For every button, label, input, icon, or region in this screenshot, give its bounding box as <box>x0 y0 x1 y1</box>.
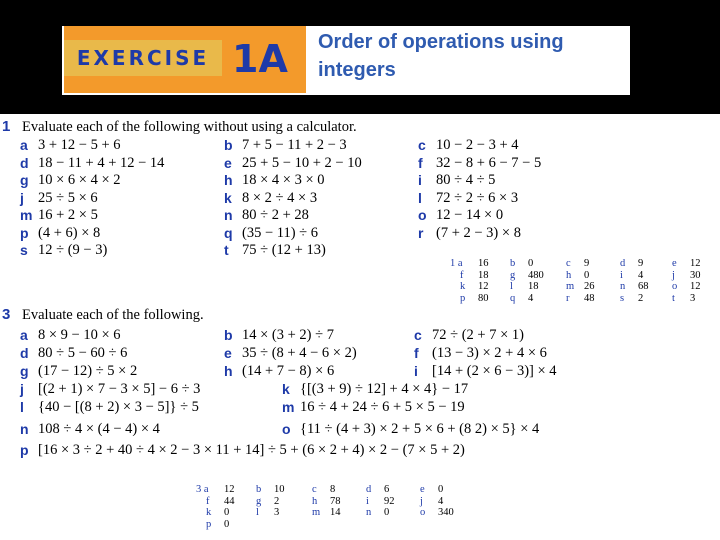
answer-value: 12 <box>224 484 235 495</box>
q3-item-letter: a <box>20 327 28 343</box>
q1-item-letter: o <box>418 207 427 223</box>
q3-item-expression: (13 − 3) × 2 + 4 × 6 <box>432 345 547 361</box>
q3-item-expression: {40 − [(8 + 2) × 3 − 5]} ÷ 5 <box>38 399 199 415</box>
answer-value: 4 <box>438 495 444 507</box>
q1-item-expression: (7 + 2 − 3) × 8 <box>436 224 521 241</box>
q3-item-expression: 14 × (3 + 2) ÷ 7 <box>242 327 334 343</box>
q3-item-letter: k <box>282 381 290 397</box>
answer-value: 2 <box>638 292 644 304</box>
exercise-word: EXERCISE <box>64 40 222 76</box>
answer-letter: k <box>206 507 212 518</box>
answer-value: 80 <box>478 292 489 304</box>
q3-item-letter: h <box>224 363 233 379</box>
exercise-title <box>318 28 628 84</box>
q1-item-letter: m <box>20 207 33 223</box>
q1-item-expression: 32 − 8 + 6 − 7 − 5 <box>436 154 542 171</box>
answer-letter: i <box>366 495 369 507</box>
answer-value: 0 <box>438 484 444 495</box>
q1-item-letter: a <box>20 137 28 153</box>
answer-value: 3 <box>274 507 280 518</box>
q1-item-letter: r <box>418 224 424 241</box>
q1-item-expression: 12 ÷ (9 − 3) <box>38 242 108 258</box>
q1-item-expression: (4 + 6) × 8 <box>38 224 101 241</box>
q3-item-letter: j <box>20 381 24 397</box>
q3-item-expression: 108 ÷ 4 × (4 − 4) × 4 <box>38 421 160 437</box>
q1-item-expression: 80 ÷ 2 + 28 <box>242 207 309 223</box>
answer-letter: f <box>460 269 464 281</box>
q3-item-expression: (14 + 7 − 8) × 6 <box>242 363 335 379</box>
answer-value: 480 <box>528 269 544 281</box>
answer-letter: l <box>510 281 513 292</box>
q1-item-letter: f <box>418 154 423 171</box>
answer-value: 0 <box>528 258 534 269</box>
answer-letter: 1 a <box>450 258 463 269</box>
exercise-label-box <box>64 26 306 93</box>
answer-letter: n <box>366 507 372 518</box>
answer-value: 9 <box>584 258 590 269</box>
q1-item-expression: 16 + 2 × 5 <box>38 207 98 223</box>
q3-item-expression: [16 × 3 ÷ 2 + 40 ÷ 4 × 2 − 3 × 11 + 14] ÷ 5 + (6 × 2 + 4) × 2 − (7 × 5 + 2) <box>38 442 465 458</box>
q1-item-letter: t <box>224 242 229 258</box>
answer-letter: m <box>312 507 321 518</box>
answer-value: 26 <box>584 281 595 292</box>
answer-value: 0 <box>584 269 590 281</box>
answer-letter: s <box>620 292 625 304</box>
answer-value: 18 <box>528 281 539 292</box>
q1-item-letter: l <box>418 189 422 206</box>
q1-item-letter: s <box>20 242 28 258</box>
q1-item-letter: b <box>224 137 233 153</box>
q1-item-expression: 7 + 5 − 11 + 2 − 3 <box>242 137 347 153</box>
answer-letter: e <box>672 258 677 269</box>
answer-value: 0 <box>384 507 390 518</box>
answer-value: 0 <box>224 518 230 530</box>
q1-item-letter: k <box>224 189 232 206</box>
answer-value: 12 <box>478 281 489 292</box>
q1-item-expression: 8 × 2 ÷ 4 × 3 <box>242 189 318 206</box>
q3-item-letter: f <box>414 345 419 361</box>
question-1-instruction: Evaluate each of the following without using a calculator. <box>22 119 357 135</box>
q3-item-letter: c <box>414 327 422 343</box>
answer-letter: q <box>510 292 516 304</box>
answer-value: 0 <box>224 507 230 518</box>
answer-letter: j <box>420 495 423 507</box>
q3-item-expression: [(2 + 1) × 7 − 3 × 5] − 6 ÷ 3 <box>38 381 201 397</box>
answer-value: 12 <box>690 258 701 269</box>
answer-letter: g <box>510 269 516 281</box>
q3-item-letter: p <box>20 442 29 458</box>
answer-letter: 3 a <box>196 484 209 495</box>
q1-item-expression: 72 ÷ 2 ÷ 6 × 3 <box>436 189 519 206</box>
q1-item-expression: 12 − 14 × 0 <box>436 207 504 223</box>
answer-value: 92 <box>384 495 395 507</box>
answer-value: 18 <box>478 269 489 281</box>
q1-item-expression: 18 × 4 × 3 × 0 <box>242 172 325 188</box>
q3-item-expression: [14 + (2 × 6 − 3)] × 4 <box>432 363 557 379</box>
answer-value: 4 <box>528 292 534 304</box>
q3-item-letter: m <box>282 399 295 415</box>
answer-letter: o <box>672 281 678 292</box>
answer-value: 16 <box>478 258 489 269</box>
q1-item-letter: c <box>418 137 426 153</box>
answer-value: 8 <box>330 484 336 495</box>
q3-item-letter: i <box>414 363 418 379</box>
q1-item-letter: e <box>224 154 232 171</box>
q1-item-letter: g <box>20 172 29 188</box>
answer-letter: h <box>312 495 318 507</box>
answer-letter: d <box>620 258 626 269</box>
answer-value: 12 <box>690 281 701 292</box>
q3-item-letter: o <box>282 421 291 437</box>
answer-letter: p <box>460 292 466 304</box>
answer-letter: k <box>460 281 466 292</box>
q3-item-expression: 35 ÷ (8 + 4 − 6 × 2) <box>242 345 357 361</box>
answer-value: 44 <box>224 495 235 507</box>
answer-value: 14 <box>330 507 341 518</box>
answer-letter: m <box>566 281 575 292</box>
q1-item-expression: 25 + 5 − 10 + 2 − 10 <box>242 154 362 171</box>
answer-letter: j <box>672 269 675 281</box>
exercise-title-line2: integers <box>318 59 396 81</box>
q3-item-letter: l <box>20 399 24 415</box>
answer-value: 2 <box>274 495 280 507</box>
answer-letter: e <box>420 484 425 495</box>
q1-item-expression: 3 + 12 − 5 + 6 <box>38 137 121 153</box>
answer-letter: h <box>566 269 572 281</box>
q3-item-expression: 16 ÷ 4 + 24 ÷ 6 + 5 × 5 − 19 <box>300 399 465 415</box>
q1-item-letter: d <box>20 154 29 171</box>
q3-item-letter: e <box>224 345 232 361</box>
q1-item-letter: i <box>418 172 422 188</box>
q3-item-letter: g <box>20 363 29 379</box>
answer-letter: b <box>256 484 262 495</box>
q3-item-expression: 80 ÷ 5 − 60 ÷ 6 <box>38 345 128 361</box>
worksheet-page <box>0 114 720 540</box>
exercise-number: 1A <box>232 37 288 81</box>
answer-letter: n <box>620 281 626 292</box>
q3-item-expression: (17 − 12) ÷ 5 × 2 <box>38 363 138 379</box>
answer-value: 10 <box>274 484 285 495</box>
q1-item-expression: 75 ÷ (12 + 13) <box>242 242 326 258</box>
q3-item-letter: n <box>20 421 29 437</box>
question-1-number: 1 <box>2 118 11 135</box>
q1-item-letter: p <box>20 224 29 241</box>
q1-item-expression: 10 × 6 × 4 × 2 <box>38 172 121 188</box>
answer-value: 6 <box>384 484 390 495</box>
question-3-instruction: Evaluate each of the following. <box>22 307 204 323</box>
answer-letter: g <box>256 495 262 507</box>
q3-item-expression: {11 ÷ (4 + 3) × 2 + 5 × 6 + (8 2) × 5} × 4 <box>300 421 540 437</box>
answer-letter: t <box>672 292 675 304</box>
answer-letter: r <box>566 292 570 304</box>
answer-letter: o <box>420 507 426 518</box>
q1-item-expression: 80 ÷ 4 ÷ 5 <box>436 172 496 188</box>
q1-item-letter: n <box>224 207 233 223</box>
answer-letter: c <box>566 258 571 269</box>
q1-item-expression: 10 − 2 − 3 + 4 <box>436 137 519 153</box>
exercise-title-line1: Order of operations using <box>318 31 564 53</box>
answer-value: 78 <box>330 495 341 507</box>
q3-item-letter: d <box>20 345 29 361</box>
q1-item-letter: h <box>224 172 233 188</box>
answer-letter: l <box>256 507 259 518</box>
answer-value: 9 <box>638 258 644 269</box>
answer-letter: c <box>312 484 317 495</box>
answer-letter: f <box>206 495 210 507</box>
answer-value: 3 <box>690 292 696 304</box>
answer-value: 68 <box>638 281 649 292</box>
answer-letter: i <box>620 269 623 281</box>
q3-item-letter: b <box>224 327 233 343</box>
question-3-number: 3 <box>2 306 11 323</box>
q3-item-expression: {[(3 + 9) ÷ 12] + 4 × 4} − 17 <box>300 381 469 397</box>
answer-letter: b <box>510 258 516 269</box>
answer-value: 30 <box>690 269 701 281</box>
exercise-banner <box>62 26 630 95</box>
answer-value: 48 <box>584 292 595 304</box>
q3-item-expression: 8 × 9 − 10 × 6 <box>38 327 121 343</box>
q1-item-expression: 25 ÷ 5 × 6 <box>38 189 98 206</box>
q1-item-expression: 18 − 11 + 4 + 12 − 14 <box>38 154 165 171</box>
q3-item-expression: 72 ÷ (2 + 7 × 1) <box>432 327 524 343</box>
answer-value: 4 <box>638 269 644 281</box>
q1-item-letter: j <box>20 189 24 206</box>
answer-letter: d <box>366 484 372 495</box>
q1-item-letter: q <box>224 224 233 241</box>
answer-value: 340 <box>438 507 454 518</box>
q1-item-expression: (35 − 11) ÷ 6 <box>242 224 319 241</box>
answer-letter: p <box>206 518 212 530</box>
